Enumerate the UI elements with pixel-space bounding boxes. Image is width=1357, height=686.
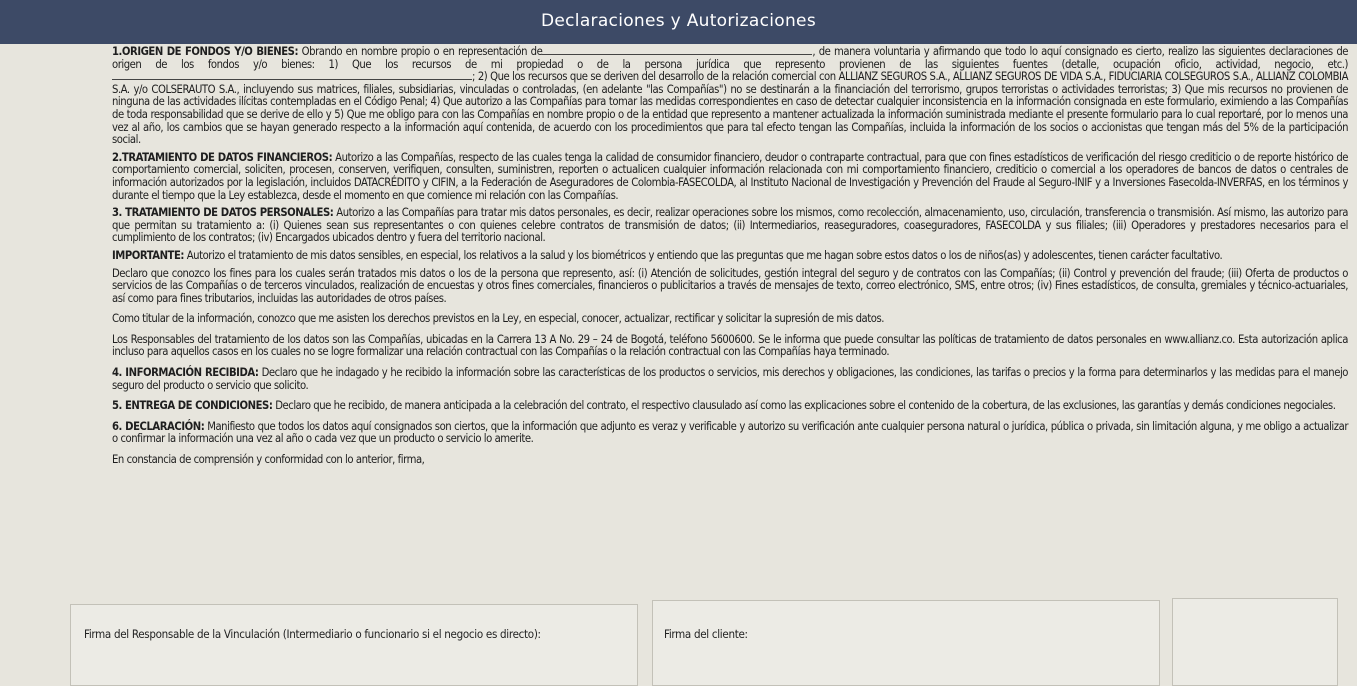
section-text: Manifiesto que todos los datos aquí consignados son ciertos, que la información que adjunto es veraz y verificable y autorizo su verificación ante cualquier persona natural o jurídica, pública o privada, sin limitación alguna, y me obligo a actualizar o confirmar la información una vez al año o cada vez que un producto o servicio lo amerite.: [112, 419, 1349, 446]
section-datos-personales: [112, 207, 1348, 245]
section-origen-fondos: [112, 46, 1348, 147]
section-text: , de manera voluntaria y afirmando que todo lo aquí consignado es cierto, realizo las siguientes declaraciones de origen de los fondos y/o bienes: 1) Que los recursos de mi propiedad o de la persona jurídica que represento provienen de las siguientes fuentes (detalle, ocupación oficio, actividad, negocio, etc.): [112, 45, 1349, 71]
section-title: IMPORTANTE:: [112, 248, 184, 262]
section-datos-financieros: [112, 152, 1348, 202]
section-entrega-condiciones: [112, 400, 1348, 413]
fingerprint-box[interactable]: [1172, 598, 1338, 686]
section-title: 4. INFORMACIÓN RECIBIDA:: [112, 366, 259, 380]
section-text: Obrando en nombre propio o en representación de: [301, 45, 543, 58]
closing-statement: En constancia de comprensión y conformidad con lo anterior, firma,: [112, 453, 425, 467]
intermediary-signature-label: Firma del Responsable de la Vinculación (Intermediario o funcionario si el negocio es directo):: [84, 627, 541, 641]
represented-entity-blank[interactable]: [542, 54, 812, 55]
page-title: Declaraciones y Autorizaciones: [541, 11, 816, 31]
section-title: 1.ORIGEN DE FONDOS Y/O BIENES:: [112, 45, 299, 58]
section-title: 6. DECLARACIÓN:: [112, 419, 205, 433]
section-text: Declaro que he indagado y he recibido la información sobre las características de los productos o servicios, mis derechos y obligaciones, las condiciones, las tarifas o precios y la forma para determinarlos y las medidas para el manejo seguro del producto o servicio que solicito.: [112, 366, 1348, 392]
responsibles-paragraph: Los Responsables del tratamiento de los datos son las Compañías, ubicadas en la Carrera 13 A No. 29 – 24 de Bogotá, teléfono 5600600. Se le informa que puede consultar las políticas de tratamiento de datos personales en www.allianz.co. Esta autorización aplica incluso para aquellos casos en los cuales no se logre formalizar una relación contractual con las Compañías o la relación contractual con las Compañías haya terminado.: [112, 332, 1348, 359]
section-title: 3. TRATAMIENTO DE DATOS PERSONALES:: [112, 206, 334, 220]
section-title: 5. ENTREGA DE CONDICIONES:: [112, 399, 273, 413]
important-note: [112, 250, 1348, 263]
purposes-paragraph: Declaro que conozco los fines para los cuales serán tratados mis datos o los de la persona que represento, así: (i) Atención de solicitudes, gestión integral del seguro y de contratos con las Compañías; (ii) Control y prevención del fraude; (iii) Oferta de productos o servicios de las Compañías o de terceros vinculados, realización de encuestas y otros fines comerciales, financieros o publicitarios a través de mensajes de texto, correo electrónico, SMS, entre otros; (iv) Fines estadísticos, de consulta, gremiales y técnico-actuariales, así como para fines tributarios, incluidas las autoridades de otros países.: [112, 266, 1348, 305]
funds-source-blank[interactable]: [112, 79, 472, 80]
client-signature-label: Firma del cliente:: [664, 627, 748, 641]
client-signature-box[interactable]: [652, 600, 1160, 686]
section-text: Autorizo a las Compañías, respecto de las cuales tenga la calidad de consumidor financiero, deudor o contraparte contractual, para que con fines estadísticos de verificación del riesgo crediticio o de reporte histórico de comportamiento comercial, soliciten, procesen, conserven, verifiquen, consulten, suministren, reporten o actualicen cualquier información relacionada con mi comportamiento financiero, crediticio o comercial a los operadores de bancos de datos o centrales de información autorizados por la legislación, incluidos DATACRÉDITO y CIFIN, a la Federación de Aseguradores de Colombia-FASECOLDA, al Instituto Nacional de Investigación y Prevención del Fraude al Seguro-INIF y a Inversiones Fasecolda-INVERFAS, en los términos y durante el tiempo que la Ley establezca, desde el momento en que comience mi relación con las Compañías.: [112, 150, 1349, 202]
section-declaracion: [112, 421, 1348, 446]
declarations-body: [112, 46, 1348, 467]
section-title: 2.TRATAMIENTO DE DATOS FINANCIEROS:: [112, 150, 333, 164]
section-informacion-recibida: [112, 367, 1348, 392]
intermediary-signature-box[interactable]: [70, 604, 638, 686]
section-text: ; 2) Que los recursos que se deriven del desarrollo de la relación comercial con ALLIANZ SEGUROS S.A., ALLIANZ SEGUROS DE VIDA S.A., FIDUCIARIA COLSEGUROS S.A., ALLIANZ COLOMBIA S.A. y/o COLSERAUTO S.A., incluyendo sus matrices, filiales, subsidiarias, vinculadas o controladas, (en adelante "las Compañías") no se destinarán a la financiación del terrorismo, grupos terroristas o actividades terroristas; 3) Que mis recursos no provienen de ninguna de las actividades ilícitas contempladas en el Código Penal; 4) Que autorizo a las Compañías para tomar las medidas correspondientes en caso de detectar cualquier inconsistencia en la información consignada en este formulario, eximiendo a las Compañías de toda responsabilidad que se derive de ello y 5) Que me obligo para con las Compañías en nombre propio o de la entidad que represento a mantener actualizada la información suministrada mediante el presente formulario para lo cual reportaré, por lo menos una vez al año, los cambios que se hayan generado respecto a la información aquí contenida, de acuerdo con los procedimientos que para tal efecto tengan las Compañías, incluida la información de los socios o accionistas que tengan más del 5% de la participación social.: [112, 70, 1348, 147]
section-text: Autorizo a las Compañías para tratar mis datos personales, es decir, realizar operaciones sobre los mismos, como recolección, almacenamiento, uso, circulación, transferencia o transmisión. Así mismo, las autorizo para que permitan su tratamiento a: (i) Quienes sean sus representantes o con quienes celebre contratos de transmisión de datos; (ii) Intermediarios, reaseguradores, coaseguradores, FASECOLDA y sus filiales; (iii) Operadores y prestadores necesarios para el cumplimiento de los contratos; (iv) Encargados ubicados dentro y fuera del territorio nacional.: [112, 206, 1348, 245]
section-text: Autorizo el tratamiento de mis datos sensibles, en especial, los relativos a la salud y los biométricos y entiendo que las preguntas que me hagan sobre estos datos o los de niños(as) y adolescentes, tienen carácter facultativo.: [186, 248, 1223, 262]
section-text: Declaro que he recibido, de manera anticipada a la celebración del contrato, el respectivo clausulado así como las explicaciones sobre el contenido de la cobertura, de las exclusiones, las garantías y demás condiciones negociales.: [275, 399, 1336, 413]
rights-paragraph: Como titular de la información, conozco que me asisten los derechos previstos en la Ley, en especial, conocer, actualizar, rectificar y solicitar la supresión de mis datos.: [112, 312, 884, 326]
header-bar: [0, 0, 1357, 44]
